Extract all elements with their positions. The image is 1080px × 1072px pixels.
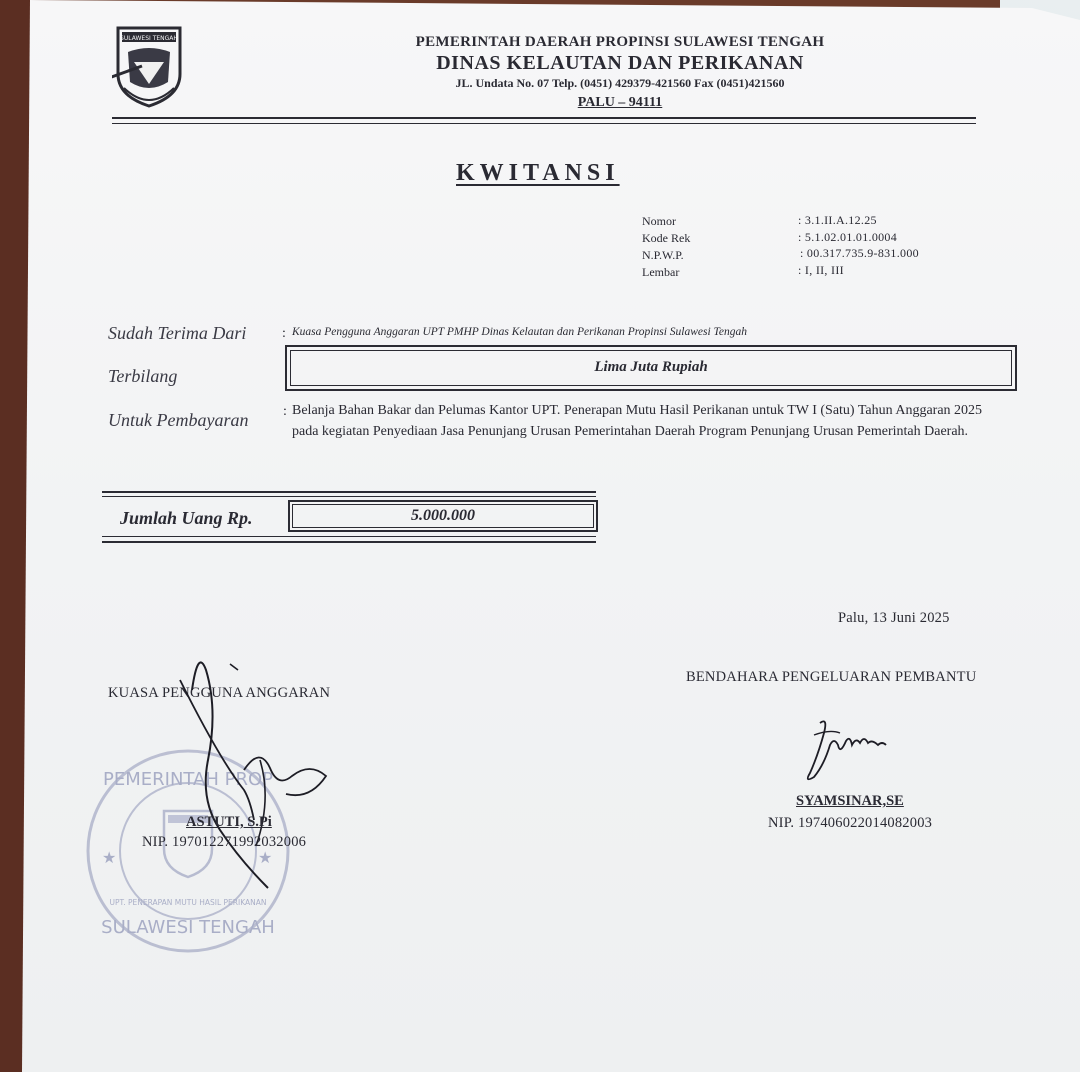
meta-label-kode-rek: Kode Rek: [642, 231, 691, 245]
regional-emblem-logo: [112, 22, 186, 110]
header-rule-top: [112, 117, 976, 119]
amount-rule-top-inner: [102, 496, 596, 497]
meta-label-npwp: N.P.W.P.: [642, 248, 684, 262]
amount-in-words-label: Terbilang: [108, 366, 178, 386]
header-agency: DINAS KELAUTAN DAN PERIKANAN: [436, 52, 804, 74]
meta-value-npwp: : 00.317.735.9-831.000: [800, 246, 919, 260]
received-from-label: Sudah Terima Dari: [108, 323, 247, 343]
received-from-colon: :: [282, 326, 286, 341]
received-from-value: Kuasa Pengguna Anggaran UPT PMHP Dinas Kelautan dan Perikanan Propinsi Sulawesi Tengah: [292, 326, 748, 338]
header-city: PALU – 94111: [577, 95, 663, 110]
amount-in-words-value: Lima Juta Rupiah: [594, 359, 708, 375]
left-signer-nip: NIP. 197012271992032006: [142, 834, 307, 850]
right-signer-title: BENDAHARA PENGELUARAN PEMBANTU: [686, 669, 977, 685]
amount-in-words-box: [285, 345, 1017, 391]
header-address: JL. Undata No. 07 Telp. (0451) 429379-421560 Fax (0451)421560: [455, 76, 785, 90]
stamp-outer-top-text: PEMERINTAH PROP: [103, 769, 273, 790]
payment-purpose-label: Untuk Pembayaran: [108, 410, 249, 430]
meta-value-kode-rek: : 5.1.02.01.01.0004: [798, 230, 898, 244]
payment-purpose-colon: :: [283, 404, 287, 419]
left-signer-name: ASTUTI, S.Pi: [186, 814, 272, 830]
meta-label-lembar: Lembar: [642, 265, 680, 279]
header-government: PEMERINTAH DAERAH PROPINSI SULAWESI TENGAH: [415, 34, 825, 50]
right-signer-nip: NIP. 197406022014082003: [768, 815, 933, 831]
meta-label-nomor: Nomor: [642, 214, 676, 228]
left-signer-title: KUASA PENGGUNA ANGGARAN: [108, 685, 331, 701]
left-signature: [160, 650, 360, 890]
amount-label: Jumlah Uang Rp.: [120, 508, 253, 528]
stamp-outer-bottom-text: SULAWESI TENGAH: [101, 917, 275, 938]
stamp-star-left: ★: [102, 848, 117, 867]
amount-box: [288, 500, 598, 532]
stamp-star-right: ★: [258, 848, 273, 867]
meta-value-lembar: : I, II, III: [798, 263, 844, 277]
amount-rule-bottom-inner: [102, 536, 596, 537]
amount-value: 5.000.000: [411, 507, 475, 524]
logo-lettering: SULAWESI TENGAH: [120, 35, 178, 42]
amount-rule-bottom: [102, 541, 596, 543]
document-title: KWITANSI: [456, 160, 620, 186]
payment-purpose-value: Belanja Bahan Bakar dan Pelumas Kantor UPT. Penerapan Mutu Hasil Perikanan untuk TW I (Satu) Tahun Anggaran 2025 pada kegiatan Penyediaan Jasa Penunjang Urusan Pemerintahan Daerah Program Penunjang Urusan Pemerintah Daerah.: [292, 403, 983, 439]
stamp-inner-text: UPT. PENERAPAN MUTU HASIL PERIKANAN: [109, 898, 267, 907]
right-signature: [800, 715, 890, 785]
header-rule-bottom: [112, 123, 976, 124]
meta-value-nomor: : 3.1.II.A.12.25: [798, 213, 877, 227]
right-signer-name: SYAMSINAR,SE: [796, 793, 904, 809]
place-and-date: Palu, 13 Juni 2025: [838, 610, 950, 626]
amount-rule-top: [102, 491, 596, 493]
